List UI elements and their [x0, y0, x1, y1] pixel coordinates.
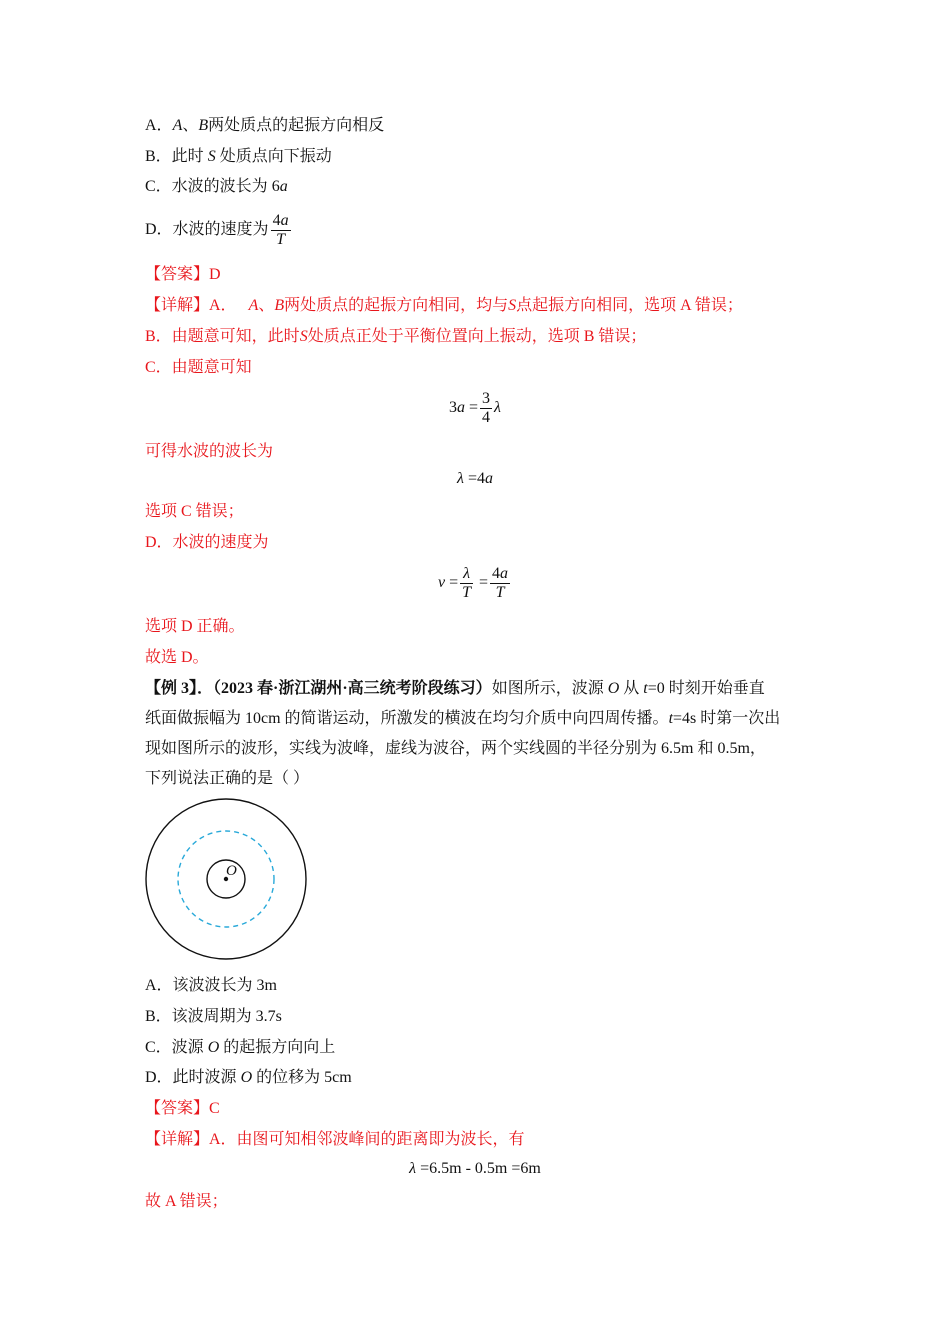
detail-line-4: 可得水波的波长为 — [145, 443, 274, 460]
equation-2: λ =4a — [457, 470, 493, 487]
detail-line-7: 选项 D 正确。 — [145, 618, 245, 635]
answer-label: 【答案】D — [145, 266, 221, 283]
question-3-line-4: 下列说法正确的是（ ） — [145, 770, 310, 787]
fraction: $\frac{4a}{T}$ — [272, 211, 289, 248]
equation-3: v = $\frac{\lambda}{T}$ = $\frac{4a}{T}$ — [437, 564, 509, 601]
q3-option-c: C．波源 O 的起振方向向上 — [145, 1039, 336, 1056]
detail-line-2: B．由题意可知，此时S处质点正处于平衡位置向上振动，选项 B 错误； — [145, 328, 647, 345]
option-c: C．水波的波长为 6a — [145, 178, 288, 195]
q3-option-a: A．该波波长为 3m — [145, 977, 278, 994]
q3-equation: λ =6.5m - 0.5m =6m — [409, 1160, 541, 1177]
q3-option-b: B．该波周期为 3.7s — [145, 1008, 282, 1025]
option-a: A．A、B两处质点的起振方向相反 — [145, 117, 385, 134]
source-label: O — [226, 863, 237, 879]
option-d: D．水波的速度为 $\frac{4a}{T}$ — [145, 211, 289, 248]
q3-option-d: D．此时波源 O 的位移为 5cm — [145, 1069, 352, 1086]
question-3-line-3: 现如图所示的波形，实线为波峰，虚线为波谷，两个实线圆的半径分别为 6.5m 和 0.5m， — [145, 740, 766, 757]
equation-1: 3a = $\frac{3}{4}$ λ — [449, 389, 501, 426]
question-3-line-2: 纸面做振幅为 10cm 的简谐运动，所激发的横波在均匀介质中向四周传播。t=4s 时第一次出 — [145, 710, 781, 727]
option-b: B．此时 S 处质点向下振动 — [145, 148, 332, 165]
q3-detail-line-1: 【详解】A．由图可知相邻波峰间的距离即为波长，有 — [145, 1131, 525, 1148]
detail-line-3: C．由题意可知 — [145, 359, 252, 376]
q3-detail-line-2: 故 A 错误； — [145, 1193, 228, 1210]
detail-line-6: D．水波的速度为 — [145, 534, 269, 551]
question-3-line-1: 【例 3】．（2023 春·浙江湖州·高三统考阶段练习）如图所示，波源 O 从 t=0 时刻开始垂直 — [145, 680, 765, 697]
detail-line-5: 选项 C 错误； — [145, 503, 244, 520]
q3-answer-label: 【答案】C — [145, 1100, 220, 1117]
detail-line-1: 【详解】A． A、B两处质点的起振方向相同，均与S点起振方向相同，选项 A 错误； — [145, 297, 743, 314]
wave-figure — [140, 793, 312, 965]
detail-line-8: 故选 D。 — [145, 649, 209, 666]
